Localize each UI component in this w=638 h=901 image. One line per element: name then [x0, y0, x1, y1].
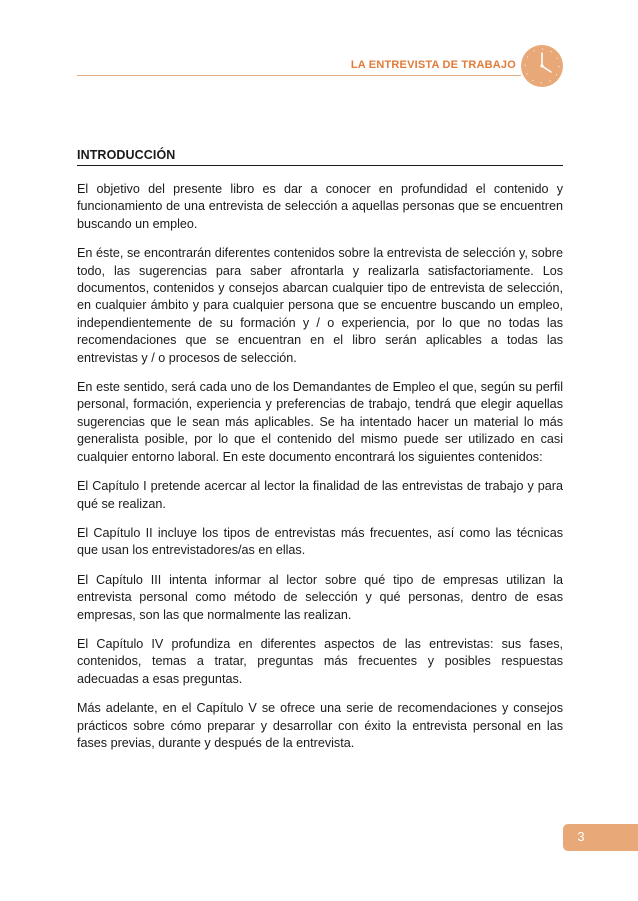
paragraph: El Capítulo III intenta informar al lector sobre qué tipo de empresas utilizan la entrevista personal como método de selección y qué personas, dentro de esas empresas, son las que normalmente las realizan.: [77, 572, 563, 622]
paragraph: En éste, se encontrarán diferentes contenidos sobre la entrevista de selección y, sobre todo, las sugerencias para saber afrontarla y realizarla satisfactoriamente. Los documentos, contenidos y consejos abarcan cualquier tipo de entrevista de selección, en cualquier ámbito y para cualquier persona que se encuentre buscando un empleo, independientemente de su formación y / o experiencia, por lo que no todas las recomendaciones que se encuentran en el libro serán aplicables a todas las entrevistas y / o procesos de selección.: [77, 246, 563, 365]
section-rule: [77, 165, 563, 166]
header-title: LA ENTREVISTA DE TRABAJO: [350, 59, 516, 71]
paragraph: Más adelante, en el Capítulo V se ofrece una serie de recomendaciones y consejos prácticos sobre cómo preparar y desarrollar con éxito la entrevista personal en las fases previas, durante y después de la entrevista.: [77, 701, 563, 750]
section-title: INTRODUCCIÓN: [77, 148, 176, 162]
paragraph: El Capítulo I pretende acercar al lector la finalidad de las entrevistas de trabajo y para qué se realizan.: [77, 479, 563, 511]
paragraph: El Capítulo II incluye los tipos de entrevistas más frecuentes, así como las técnicas que usan los entrevistadores/as en ellas.: [77, 525, 563, 558]
paragraph: El Capítulo IV profundiza en diferentes aspectos de las entrevistas: sus fases, contenidos, temas a tratar, preguntas más frecuentes y posibles respuestas adecuadas a esas preguntas.: [77, 636, 563, 686]
page-number-tab: [563, 824, 638, 851]
body-text: [77, 181, 563, 764]
page-number: 3: [577, 829, 585, 844]
clock-icon: [520, 44, 564, 88]
header-rule: [77, 75, 521, 76]
paragraph: El objetivo del presente libro es dar a conocer en profundidad el contenido y funcionamiento de una entrevista de selección a aquellas personas que se encuentren buscando un empleo.: [77, 182, 563, 231]
paragraph: En este sentido, será cada uno de los Demandantes de Empleo el que, según su perfil personal, formación, experiencia y preferencias de trabajo, tendrá que elegir aquellas sugerencias que le sean más aplicables. Se ha intentado hacer un material lo más generalista posible, por lo que el contenido del mismo puede ser utilizado en casi cualquier entorno laboral. En este documento encontrará los siguientes contenidos:: [77, 380, 563, 464]
